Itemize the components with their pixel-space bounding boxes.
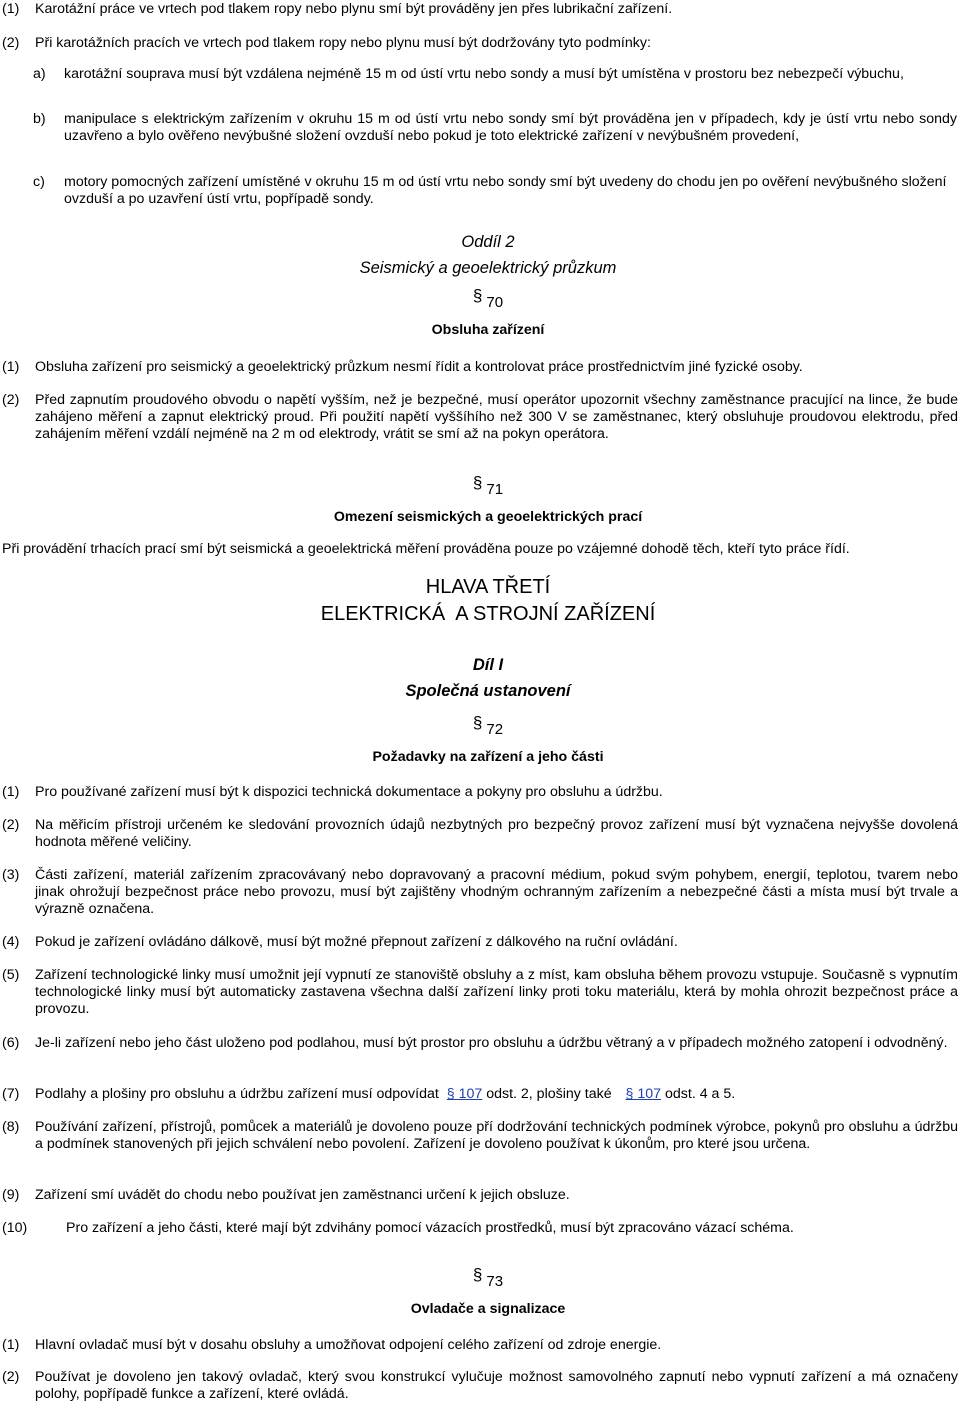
paragraph-text: Pro zařízení a jeho části, které mají být zdvihány pomocí vázacích prostředků, musí být zpracováno vázací schéma. [66, 1220, 794, 1236]
paragraph-number: (6) [2, 1035, 20, 1051]
s71-text: Při provádění trhacích prací smí být seismická a geoelektrická měření prováděna pouze po vzájemné dohodě těch, kteří tyto práce řídí. [2, 541, 850, 557]
s72-paragraph-1 [2, 784, 958, 801]
paragraph-number: (9) [2, 1187, 20, 1203]
paragraph-text: Je-li zařízení nebo jeho část uloženo pod podlahou, musí být prostor pro obsluhu a údržbu větraný a v případech možného zatopení i odvodněný. [35, 1035, 948, 1051]
paragraph-number: (2) [2, 392, 20, 408]
link-section-107-second[interactable]: § 107 [625, 1086, 662, 1102]
paragraph-text: Části zařízení, materiál zařízením zpracovávaný nebo dopravovaný a pracovní médium, pokud svým pohybem, energií, teplotou, tvarem nebo jinak ohrožují bezpečnost práce nebo provozu, musí být zajištěny vhodným ochranným zařízením a nebezpečné části a místa musí být trvale a výrazně označena. [35, 867, 958, 917]
list-text: motory pomocných zařízení umístěné v okruhu 15 m od ústí vrtu nebo sondy smí být uvedeny do chodu jen po ověření nevýbušného složení ovzduší a po uzavření ústí vrtu, popřípadě sondy. [64, 174, 947, 207]
paragraph-text-part: odst. 2, plošiny také [482, 1086, 616, 1102]
section-number: 70 [486, 294, 504, 311]
s72-paragraph-3 [2, 867, 958, 918]
section-number-73 [8, 1265, 960, 1290]
paragraph-text: Používání zařízení, přístrojů, pomůcek a materiálů je dovoleno pouze pří dodržování technických podmínek výrobce, pokynů pro obsluhu a údržbu a podmínek stanovených při jejich schválení nebo povolení. Zařízení je dovoleno používat k úkonům, pro které jsou určena. [35, 1119, 958, 1152]
paragraph-sign: § [472, 1265, 483, 1284]
s72-paragraph-10 [2, 1220, 958, 1237]
section-subheading-oddil: Seismický a geoelektrický průzkum [359, 259, 617, 277]
s72-paragraph-5 [2, 967, 958, 1018]
paragraph-1 [2, 1, 958, 18]
paragraph-text: Používat je dovoleno jen takový ovladač, který svou konstrukcí vylučuje možnost samovolného zapnutí nebo vypnutí zařízení a má označeny polohy, popřípadě funkce a zařízení, které ovládá. [35, 1369, 958, 1402]
list-label: c) [33, 174, 45, 190]
list-text: karotážní souprava musí být vzdálena nejméně 15 m od ústí vrtu nebo sondy a musí být umístěna v prostoru bez nebezpečí výbuchu, [64, 66, 904, 82]
paragraph-number: (1) [2, 1, 20, 17]
paragraph-text: Karotážní práce ve vrtech pod tlakem ropy nebo plynu smí být prováděny jen přes lubrikační zařízení. [35, 1, 673, 17]
paragraph-text: Při karotážních pracích ve vrtech pod tlakem ropy nebo plynu musí být dodržovány tyto podmínky: [35, 35, 651, 51]
paragraph-text: Zařízení smí uvádět do chodu nebo používat jen zaměstnanci určení k jejich obsluze. [35, 1187, 570, 1203]
paragraph-number: (2) [2, 1369, 20, 1385]
s70-paragraph-1 [2, 359, 958, 376]
paragraph-number: (3) [2, 867, 20, 883]
section-title-70: Obsluha zařízení [431, 322, 545, 338]
paragraph-number: (4) [2, 934, 20, 950]
paragraph-text: Zařízení technologické linky musí umožnit její vypnutí ze stanoviště obsluhy a z míst, kam obsluha během provozu vstupuje. Současně s vypnutím technologické linky musí být automaticky zastavena všechna další zařízení linky proti toku materiálu, která by mohla ohrozit bezpečnost práce a provozu. [35, 967, 958, 1017]
s72-paragraph-7 [2, 1086, 958, 1103]
paragraph-text: Na měřicím přístroji určeném ke sledování provozních údajů nezbytných pro bezpečný provoz zařízení musí být vyznačena nejvyšše dovolená hodnota měřené veličiny. [35, 817, 958, 850]
section-title-71: Omezení seismických a geoelektrických prací [333, 509, 643, 525]
paragraph-number: (7) [2, 1086, 20, 1102]
s72-paragraph-2 [2, 817, 958, 851]
paragraph-2 [2, 35, 958, 52]
part-heading: Díl I [472, 656, 504, 674]
s72-paragraph-9 [2, 1187, 958, 1204]
list-item-a [33, 66, 957, 83]
paragraph-text-part: Podlahy a plošiny pro obsluhu a údržbu zařízení musí odpovídat [35, 1086, 443, 1102]
paragraph-number: (2) [2, 35, 20, 51]
section-title-73: Ovladače a signalizace [410, 1301, 566, 1317]
section-number-71 [8, 473, 960, 498]
paragraph-number: (2) [2, 817, 20, 833]
s73-paragraph-2 [2, 1369, 958, 1403]
list-label: b) [33, 111, 46, 127]
paragraph-number: (1) [2, 784, 20, 800]
paragraph-text: Hlavní ovladač musí být v dosahu obsluhy a umožňovat odpojení celého zařízení od zdroje energie. [35, 1337, 662, 1353]
paragraph-text [35, 1086, 958, 1103]
list-label: a) [33, 66, 46, 82]
section-heading-oddil: Oddíl 2 [461, 233, 515, 251]
s72-paragraph-6 [2, 1035, 958, 1052]
section-number: 73 [486, 1273, 504, 1290]
paragraph-number: (5) [2, 967, 20, 983]
link-section-107[interactable]: § 107 [446, 1086, 483, 1102]
paragraph-sign: § [472, 713, 483, 732]
chapter-subheading: ELEKTRICKÁ A STROJNÍ ZAŘÍZENÍ [320, 603, 656, 625]
section-title-72: Požadavky na zařízení a jeho části [372, 749, 604, 765]
s70-paragraph-2 [2, 392, 958, 443]
paragraph-number: (10) [2, 1220, 28, 1236]
paragraph-sign: § [472, 473, 483, 492]
paragraph-sign: § [472, 286, 483, 305]
paragraph-text: Obsluha zařízení pro seismický a geoelektrický průzkum nesmí řídit a kontrolovat práce prostřednictvím jiné fyzické osoby. [35, 359, 803, 375]
paragraph-text: Před zapnutím proudového obvodu o napětí vyšším, než je bezpečné, musí operátor upozornit všechny zaměstnance pracující na lince, že bude zahájeno měření a zapnut elektrický proud. Při použití napětí vyššíhího než 300 V se zaměstnanec, který obsluhuje proudovou elektrodu, před zahájením měření vzdálí nejméně na 2 m od elektrody, vrátit se smí až na pokyn operátora. [35, 392, 958, 442]
list-text: manipulace s elektrickým zařízením v okruhu 15 m od ústí vrtu nebo sondy smí být prováděna jen v případech, kdy je ústí vrtu nebo sondy uzavřeno a bylo ověřeno nevýbušné složení ovzduší nebo pokud je toto elektrické zařízení v nevýbušném provedení, [64, 111, 957, 144]
paragraph-number: (1) [2, 1337, 20, 1353]
section-number-72 [8, 713, 960, 738]
list-item-b [33, 111, 957, 145]
paragraph-number: (8) [2, 1119, 20, 1135]
paragraph-text: Pro používané zařízení musí být k dispozici technická dokumentace a pokyny pro obsluhu a údržbu. [35, 784, 663, 800]
chapter-heading: HLAVA TŘETÍ [425, 576, 551, 598]
paragraph-text: Pokud je zařízení ovládáno dálkově, musí být možné přepnout zařízení z dálkového na ruční ovládání. [35, 934, 678, 950]
s73-paragraph-1 [2, 1337, 958, 1354]
s72-paragraph-4 [2, 934, 958, 951]
section-number: 71 [486, 481, 504, 498]
s72-paragraph-8 [2, 1119, 958, 1153]
list-item-c [33, 174, 957, 208]
paragraph-text-part: odst. 4 a 5. [661, 1086, 736, 1102]
paragraph-number: (1) [2, 359, 20, 375]
section-number-70 [8, 286, 960, 311]
section-number: 72 [486, 721, 504, 738]
part-subheading: Společná ustanovení [405, 682, 571, 700]
